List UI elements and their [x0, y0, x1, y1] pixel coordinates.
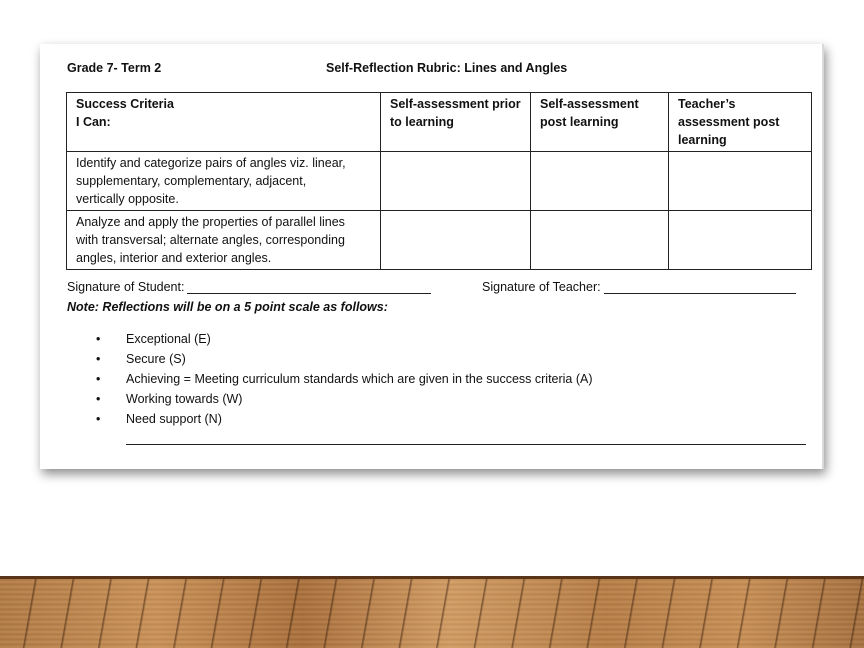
teacher-assessment-cell	[669, 152, 812, 211]
criteria-cell	[67, 152, 381, 211]
self-assessment-prior-cell	[381, 152, 531, 211]
teacher-assessment-cell	[669, 211, 812, 270]
self-assessment-post-cell	[531, 152, 669, 211]
list-item	[96, 349, 593, 369]
table-row	[67, 211, 812, 270]
header-line: Self-assessment prior	[390, 97, 521, 111]
criteria-line: Identify and categorize pairs of angles viz. linear,	[76, 156, 346, 170]
scale-label: Secure (S)	[126, 352, 186, 366]
bullet-icon: •	[96, 412, 101, 426]
rubric-title: Self-Reflection Rubric: Lines and Angles	[326, 61, 568, 75]
header-success-criteria	[67, 93, 381, 152]
scale-label: Achieving = Meeting curriculum standards which are given in the success criteria (A)	[126, 372, 593, 386]
wooden-floor-image	[0, 576, 864, 648]
header-self-assessment-prior	[381, 93, 531, 152]
header-line: Teacher’s	[678, 97, 736, 111]
criteria-line: with transversal; alternate angles, corresponding	[76, 233, 345, 247]
bullet-icon: •	[96, 352, 101, 366]
header-line: Self-assessment	[540, 97, 639, 111]
header-line: Success Criteria	[76, 97, 174, 111]
criteria-cell	[67, 211, 381, 270]
teacher-signature-line	[604, 281, 796, 294]
teacher-signature-label: Signature of Teacher:	[482, 280, 601, 294]
scale-list	[96, 329, 593, 429]
criteria-line: Analyze and apply the properties of parallel lines	[76, 215, 345, 229]
grade-term-heading: Grade 7- Term 2	[67, 61, 162, 75]
teacher-signature	[482, 280, 796, 294]
scale-note: Note: Reflections will be on a 5 point scale as follows:	[67, 300, 388, 314]
table-row	[67, 152, 812, 211]
rubric-document	[40, 44, 824, 469]
header-teacher-assessment	[669, 93, 812, 152]
header-self-assessment-post	[531, 93, 669, 152]
student-signature	[67, 280, 431, 294]
self-assessment-post-cell	[531, 211, 669, 270]
student-signature-label: Signature of Student:	[67, 280, 185, 294]
header-line: assessment post	[678, 115, 780, 129]
list-item	[96, 409, 593, 429]
student-signature-line	[187, 281, 431, 294]
bottom-rule	[126, 444, 806, 445]
list-item	[96, 389, 593, 409]
header-line: learning	[678, 133, 727, 147]
header-line: I Can:	[76, 115, 111, 129]
criteria-line: angles, interior and exterior angles.	[76, 251, 272, 265]
header-line: to learning	[390, 115, 454, 129]
bullet-icon: •	[96, 372, 101, 386]
rubric-table	[66, 92, 812, 270]
criteria-line: vertically opposite.	[76, 192, 179, 206]
self-assessment-prior-cell	[381, 211, 531, 270]
scale-label: Working towards (W)	[126, 392, 243, 406]
table-header-row	[67, 93, 812, 152]
document-edge	[822, 44, 824, 469]
list-item	[96, 369, 593, 389]
scale-label: Need support (N)	[126, 412, 222, 426]
header-line: post learning	[540, 115, 619, 129]
bullet-icon: •	[96, 332, 101, 346]
criteria-line: supplementary, complementary, adjacent,	[76, 174, 307, 188]
scale-label: Exceptional (E)	[126, 332, 211, 346]
bullet-icon: •	[96, 392, 101, 406]
list-item	[96, 329, 593, 349]
